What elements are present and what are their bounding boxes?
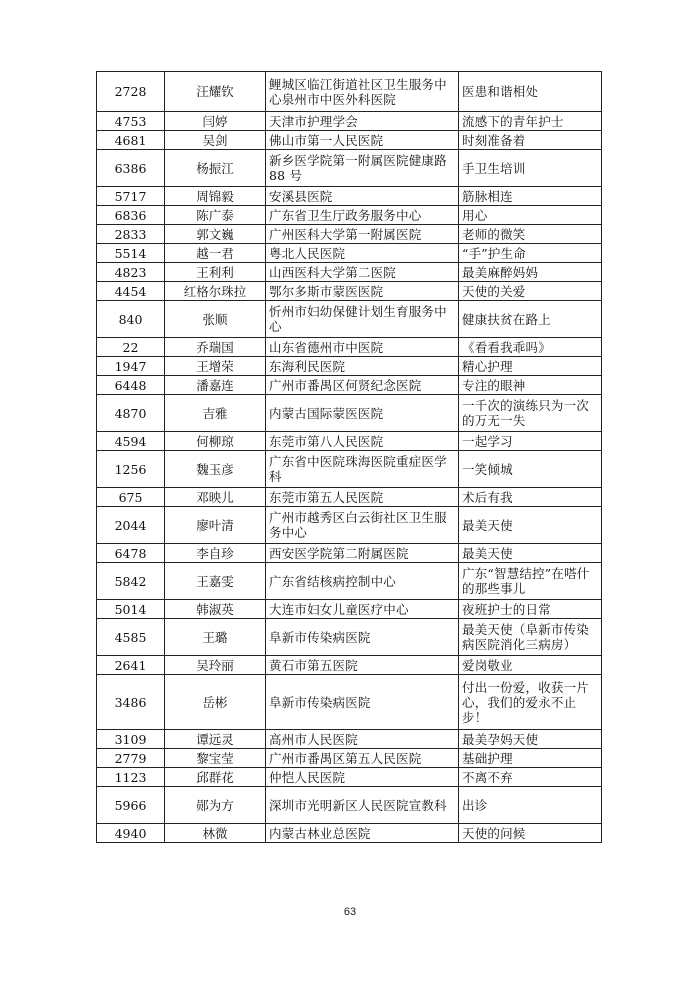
entry-name: 岳彬 [165, 675, 266, 730]
table-row [97, 395, 602, 432]
entry-name: 吉雅 [165, 395, 266, 432]
entry-title: 出诊 [459, 787, 602, 824]
entry-name: 廖叶清 [165, 507, 266, 544]
entry-number: 5514 [97, 244, 165, 263]
entry-unit: 内蒙古林业总医院 [266, 824, 459, 843]
entry-number: 3486 [97, 675, 165, 730]
entry-unit: 高州市人民医院 [266, 730, 459, 749]
entry-unit: 黄石市第五医院 [266, 656, 459, 675]
entry-name: 吴玲丽 [165, 656, 266, 675]
entry-name: 王利利 [165, 263, 266, 282]
entry-title: “手”护生命 [459, 244, 602, 263]
entry-name: 黎宝莹 [165, 749, 266, 768]
entry-title: 天使的关爱 [459, 282, 602, 301]
entry-unit: 广州市番禺区何贤纪念医院 [266, 376, 459, 395]
entry-title: 健康扶贫在路上 [459, 301, 602, 338]
entries-table [96, 71, 602, 843]
entry-title: 不离不弃 [459, 768, 602, 787]
table-row [97, 338, 602, 357]
entry-number: 4594 [97, 432, 165, 451]
entry-name: 杨振江 [165, 150, 266, 187]
entry-unit: 天津市护理学会 [266, 112, 459, 131]
entry-unit: 深圳市光明新区人民医院宣教科 [266, 787, 459, 824]
entry-number: 4681 [97, 131, 165, 150]
entry-name: 越一君 [165, 244, 266, 263]
entry-title: 夜班护士的日常 [459, 600, 602, 619]
entry-number: 675 [97, 488, 165, 507]
table-row [97, 563, 602, 600]
entry-title: 基础护理 [459, 749, 602, 768]
entry-name: 何柳琼 [165, 432, 266, 451]
entry-unit: 东莞市第五人民医院 [266, 488, 459, 507]
entry-number: 4454 [97, 282, 165, 301]
table-row [97, 282, 602, 301]
table-row [97, 301, 602, 338]
entry-unit: 广东省结核病控制中心 [266, 563, 459, 600]
entry-unit: 内蒙古国际蒙医医院 [266, 395, 459, 432]
entry-title: 一千次的演练只为一次的万无一失 [459, 395, 602, 432]
entry-name: 乔瑞国 [165, 338, 266, 357]
entry-unit: 鲤城区临江街道社区卫生服务中心泉州市中医外科医院 [266, 72, 459, 112]
entry-number: 1256 [97, 451, 165, 488]
table-row [97, 451, 602, 488]
table-row [97, 730, 602, 749]
entry-name: 红格尔珠拉 [165, 282, 266, 301]
entry-number: 5842 [97, 563, 165, 600]
entry-title: 用心 [459, 206, 602, 225]
entry-name: 王增荣 [165, 357, 266, 376]
table-row [97, 150, 602, 187]
entries-table-body [97, 72, 602, 843]
entry-title: 最美天使 [459, 507, 602, 544]
entry-unit: 新乡医学院第一附属医院健康路 88 号 [266, 150, 459, 187]
entry-name: 魏玉彦 [165, 451, 266, 488]
entry-name: 王璐 [165, 619, 266, 656]
page-number: 63 [343, 906, 357, 918]
table-row [97, 507, 602, 544]
entry-title: 一起学习 [459, 432, 602, 451]
table-row [97, 112, 602, 131]
entry-number: 3109 [97, 730, 165, 749]
entry-number: 5014 [97, 600, 165, 619]
entry-title: 手卫生培训 [459, 150, 602, 187]
table-row [97, 600, 602, 619]
entry-number: 4753 [97, 112, 165, 131]
entry-unit: 广州医科大学第一附属医院 [266, 225, 459, 244]
table-row [97, 656, 602, 675]
entry-name: 邓映儿 [165, 488, 266, 507]
entry-number: 2641 [97, 656, 165, 675]
table-row [97, 488, 602, 507]
entry-unit: 安溪县医院 [266, 187, 459, 206]
entry-name: 周锦毅 [165, 187, 266, 206]
table-row [97, 824, 602, 843]
table-row [97, 263, 602, 282]
table-row [97, 225, 602, 244]
entry-name: 邱群花 [165, 768, 266, 787]
entry-name: 郧为方 [165, 787, 266, 824]
entry-title: 筋脉相连 [459, 187, 602, 206]
entry-unit: 广东省卫生厅政务服务中心 [266, 206, 459, 225]
entry-title: 爱岗敬业 [459, 656, 602, 675]
table-row [97, 376, 602, 395]
entry-title: 最美天使（阜新市传染病医院消化三病房） [459, 619, 602, 656]
entry-title: 《看看我乖吗》 [459, 338, 602, 357]
entry-title: 广东“智慧结控”在嗒什的那些事儿 [459, 563, 602, 600]
entry-number: 4870 [97, 395, 165, 432]
entry-unit: 仲恺人民医院 [266, 768, 459, 787]
entry-unit: 佛山市第一人民医院 [266, 131, 459, 150]
entry-name: 陈广泰 [165, 206, 266, 225]
entry-number: 2728 [97, 72, 165, 112]
table-row [97, 619, 602, 656]
entry-unit: 鄂尔多斯市蒙医医院 [266, 282, 459, 301]
table-row [97, 206, 602, 225]
entry-unit: 广东省中医院珠海医院重症医学科 [266, 451, 459, 488]
entry-title: 医患和谐相处 [459, 72, 602, 112]
entry-name: 潘嘉连 [165, 376, 266, 395]
entry-name: 郭文巍 [165, 225, 266, 244]
table-row [97, 787, 602, 824]
entry-name: 谭远灵 [165, 730, 266, 749]
entry-unit: 阜新市传染病医院 [266, 619, 459, 656]
entry-number: 6386 [97, 150, 165, 187]
entry-number: 840 [97, 301, 165, 338]
entry-name: 吴剑 [165, 131, 266, 150]
entry-unit: 山西医科大学第二医院 [266, 263, 459, 282]
entry-name: 韩淑英 [165, 600, 266, 619]
entry-number: 4585 [97, 619, 165, 656]
entry-title: 天使的问候 [459, 824, 602, 843]
entry-title: 术后有我 [459, 488, 602, 507]
entry-title: 付出一份爱，收获一片心，我们的爱永不止步！ [459, 675, 602, 730]
entry-title: 专注的眼神 [459, 376, 602, 395]
table-row [97, 675, 602, 730]
table-row [97, 187, 602, 206]
entry-number: 6836 [97, 206, 165, 225]
entry-number: 2779 [97, 749, 165, 768]
entry-unit: 粤北人民医院 [266, 244, 459, 263]
entry-number: 2833 [97, 225, 165, 244]
entry-number: 5966 [97, 787, 165, 824]
entry-unit: 东海利民医院 [266, 357, 459, 376]
table-row [97, 357, 602, 376]
table-row [97, 768, 602, 787]
entry-number: 5717 [97, 187, 165, 206]
entry-unit: 东莞市第八人民医院 [266, 432, 459, 451]
entry-name: 张顺 [165, 301, 266, 338]
entry-name: 林微 [165, 824, 266, 843]
table-row [97, 432, 602, 451]
entry-unit: 阜新市传染病医院 [266, 675, 459, 730]
entry-name: 李自珍 [165, 544, 266, 563]
entry-unit: 山东省德州市中医院 [266, 338, 459, 357]
entry-number: 2044 [97, 507, 165, 544]
entry-title: 时刻准备着 [459, 131, 602, 150]
entry-title: 最美天使 [459, 544, 602, 563]
entry-name: 汪耀钦 [165, 72, 266, 112]
table-row [97, 544, 602, 563]
entry-number: 6448 [97, 376, 165, 395]
entry-title: 老师的微笑 [459, 225, 602, 244]
table-row [97, 131, 602, 150]
entry-title: 精心护理 [459, 357, 602, 376]
entry-unit: 广州市番禺区第五人民医院 [266, 749, 459, 768]
entry-name: 闫婷 [165, 112, 266, 131]
entry-number: 4823 [97, 263, 165, 282]
entry-name: 王嘉雯 [165, 563, 266, 600]
entry-title: 最美孕妈天使 [459, 730, 602, 749]
table-row [97, 244, 602, 263]
entry-number: 1123 [97, 768, 165, 787]
entry-unit: 忻州市妇幼保健计划生育服务中心 [266, 301, 459, 338]
entry-number: 1947 [97, 357, 165, 376]
entry-title: 一笑倾城 [459, 451, 602, 488]
entry-number: 22 [97, 338, 165, 357]
table-row [97, 72, 602, 112]
table-row [97, 749, 602, 768]
entry-number: 4940 [97, 824, 165, 843]
entry-number: 6478 [97, 544, 165, 563]
entry-title: 最美麻醉妈妈 [459, 263, 602, 282]
entry-unit: 广州市越秀区白云街社区卫生服务中心 [266, 507, 459, 544]
entry-title: 流感下的青年护士 [459, 112, 602, 131]
entry-unit: 大连市妇女儿童医疗中心 [266, 600, 459, 619]
entry-unit: 西安医学院第二附属医院 [266, 544, 459, 563]
